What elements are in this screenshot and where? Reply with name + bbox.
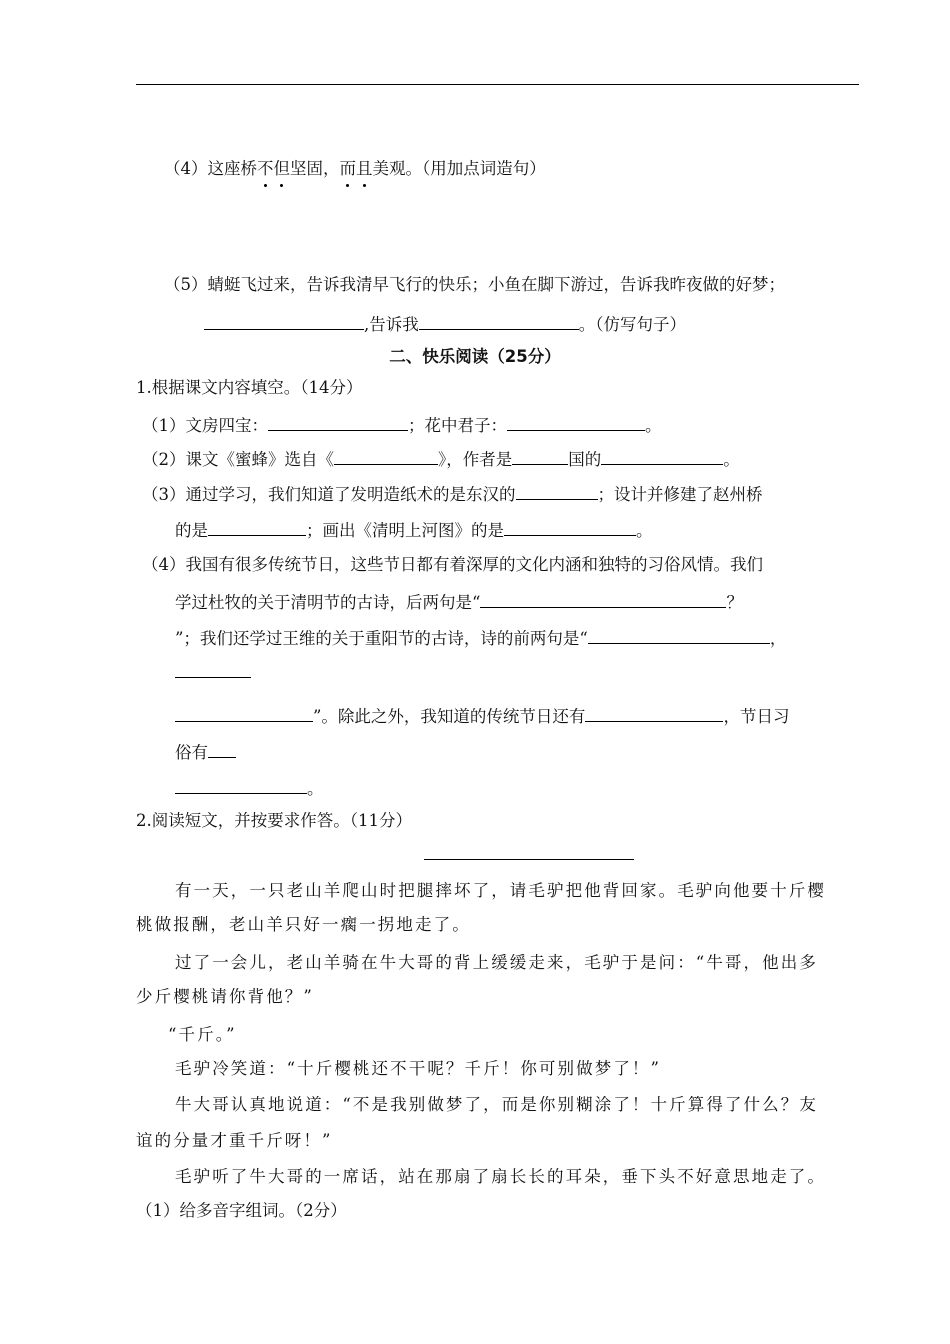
story-paragraph-line: 毛驴听了牛大哥的一席话，站在那扇了扇长长的耳朵，垂下头不好意思地走了。	[175, 1167, 826, 1186]
story-paragraph-line: 有一天，一只老山羊爬山时把腿摔坏了，请毛驴把他背回家。毛驴向他要十斤樱	[175, 881, 826, 900]
answer-blank[interactable]	[268, 413, 408, 431]
story-paragraph-line: 谊的分量才重千斤呀！”	[136, 1131, 333, 1150]
answer-blank[interactable]	[585, 704, 723, 722]
question-5-line2: ,告诉我 。（仿写句子）	[204, 312, 686, 336]
reading-1-title: 1.根据课文内容填空。（14分）	[136, 378, 363, 397]
header-rule	[136, 84, 859, 85]
reading-1-item-4c: ”；我们还学过王维的关于重阳节的古诗，诗的前两句是“ ，	[175, 626, 786, 650]
reading-1-item-4f: 俗有	[175, 740, 236, 764]
answer-blank[interactable]	[204, 312, 364, 330]
question-5-line1: （5）蜻蜓飞过来，告诉我清早飞行的快乐；小鱼在脚下游过，告诉我昨夜做的好梦；	[164, 275, 785, 294]
reading-1-item-4e: ”。除此之外，我知道的传统节日还有 ，节日习	[175, 704, 789, 728]
story-paragraph-line: 牛大哥认真地说道：“不是我别做梦了，而是你别糊涂了！十斤算得了什么？友	[175, 1095, 818, 1114]
answer-blank[interactable]	[516, 482, 598, 500]
question-4: （4）这座桥不但坚固，而且美观。（用加点词造句）	[164, 159, 546, 178]
answer-blank[interactable]	[512, 447, 568, 465]
answer-blank[interactable]	[504, 518, 636, 536]
reading-1-item-3a: （3）通过学习，我们知道了发明造纸术的是东汉的 ；设计并修建了赵州桥	[142, 482, 763, 506]
answer-blank[interactable]	[507, 413, 645, 431]
dotted-char: 但	[273, 159, 290, 178]
story-paragraph-line: 少斤樱桃请你背他？”	[136, 987, 314, 1006]
section-heading: 二、快乐阅读（25分）	[389, 347, 561, 366]
reading-1-item-4g: 。	[175, 776, 324, 800]
story-title-blank	[424, 842, 634, 866]
answer-blank[interactable]	[175, 704, 313, 722]
reading-1-item-4a: （4）我国有很多传统节日，这些节日都有着深厚的文化内涵和独特的习俗风情。我们	[142, 555, 763, 574]
reading-1-item-3b: 的是 ；画出《清明上河图》的是 。	[175, 518, 653, 542]
reading-1-item-1: （1）文房四宝： ；花中君子： 。	[142, 413, 662, 437]
answer-blank[interactable]	[588, 626, 770, 644]
answer-blank[interactable]	[175, 776, 307, 794]
reading-1-item-4d	[175, 660, 251, 684]
answer-blank[interactable]	[424, 842, 634, 860]
dotted-char: 而	[339, 159, 356, 178]
story-paragraph-line: “千斤。”	[168, 1025, 237, 1044]
dotted-char: 且	[356, 159, 373, 178]
reading-1-item-2: （2）课文《蜜蜂》选自《 》，作者是 国的 。	[142, 447, 740, 471]
story-paragraph-line: 桃做报酬，老山羊只好一瘸一拐地走了。	[136, 915, 471, 934]
answer-blank[interactable]	[334, 447, 438, 465]
answer-blank[interactable]	[480, 590, 726, 608]
story-paragraph-line: 毛驴冷笑道：“十斤樱桃还不干呢？千斤！你可别做梦了！”	[175, 1059, 662, 1078]
reading-2-question-1: （1）给多音字组词。（2分）	[136, 1201, 347, 1220]
dotted-char: 不	[257, 159, 274, 178]
answer-blank[interactable]	[175, 660, 251, 678]
answer-blank[interactable]	[419, 312, 579, 330]
reading-1-item-4b: 学过杜牧的关于清明节的古诗，后两句是“ ？	[175, 590, 743, 614]
reading-2-title: 2.阅读短文，并按要求作答。（11分）	[136, 811, 412, 830]
answer-blank[interactable]	[208, 740, 236, 758]
answer-blank[interactable]	[601, 447, 723, 465]
story-paragraph-line: 过了一会儿，老山羊骑在牛大哥的背上缓缓走来，毛驴于是问：“牛哥，他出多	[175, 953, 818, 972]
answer-blank[interactable]	[208, 518, 306, 536]
